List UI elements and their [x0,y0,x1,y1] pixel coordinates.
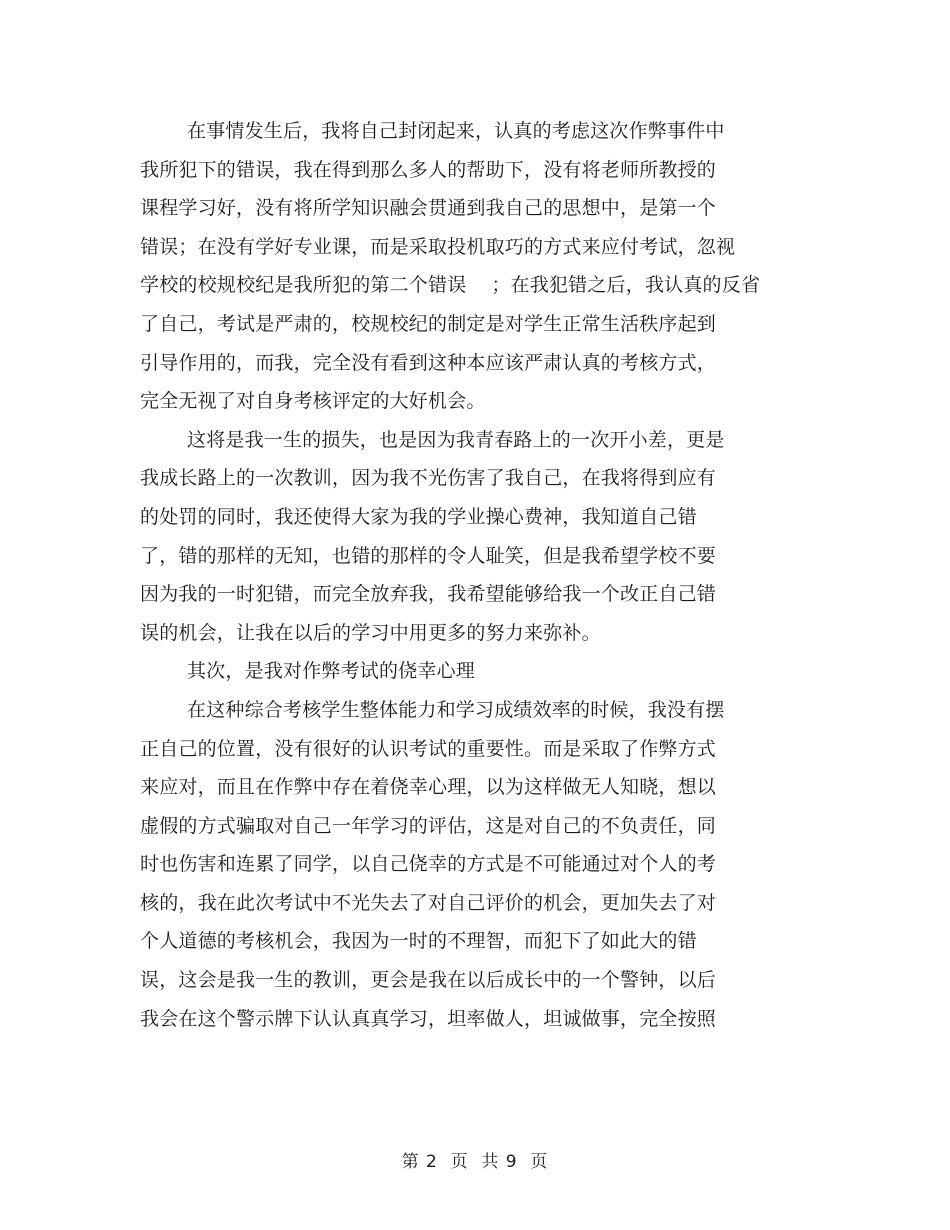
text-line: 这将是我一生的损失，也是因为我青春路上的一次开小差，更是 [187,428,725,451]
text-line: 引导作用的，而我，完全没有看到这种本应该严肃认真的考核方式， [140,351,717,374]
text-line: 误，这会是我一生的教训，更会是我在以后成长中的一个警钟，以后 [140,969,717,992]
text-line: 个人道德的考核机会，我因为一时的不理智，而犯下了如此大的错 [140,930,697,953]
text-line: 学校的校规校纪是我所犯的第二个错误 ；在我犯错之后，我认真的反省 [140,274,761,297]
text-line: 错误；在没有学好专业课，而是采取投机取巧的方式来应付考试，忽视 [140,235,736,258]
text-line: 时也伤害和连累了同学，以自己侥幸的方式是不可能通过对个人的考 [140,853,717,876]
text-line: 在事情发生后，我将自己封闭起来，认真的考虑这次作弊事件中 [187,120,725,142]
text-line: 了自己，考试是严肃的，校规校纪的制定是对学生正常生活秩序起到 [140,312,717,335]
text-line: 虚假的方式骗取对自己一年学习的评估，这是对自己的不负责任，同 [140,814,717,837]
text-line: 误的机会，让我在以后的学习中用更多的努力来弥补。 [140,621,601,644]
text-line: 正自己的位置，没有很好的认识考试的重要性。而是采取了作弊方式 [140,737,717,760]
text-line: 我成长路上的一次教训，因为我不光伤害了我自己，在我将得到应有 [140,467,717,490]
text-line: 完全无视了对自身考核评定的大好机会。 [140,390,486,413]
body-text [140,112,800,1038]
text-line: 因为我的一时犯错，而完全放弃我，我希望能够给我一个改正自己错 [140,583,717,606]
text-line: 了，错的那样的无知，也错的那样的令人耻笑，但是我希望学校不要 [140,544,717,567]
text-line: 我所犯下的错误，我在得到那么多人的帮助下，没有将老师所教授的 [140,158,717,181]
text-line: 课程学习好，没有将所学知识融会贯通到我自己的思想中，是第一个 [140,197,717,220]
text-line: 我会在这个警示牌下认认真真学习，坦率做人，坦诚做事，完全按照 [140,1007,717,1030]
text-line: 的处罚的同时，我还使得大家为我的学业操心费神，我知道自己错 [140,505,697,528]
section-heading: 其次，是我对作弊考试的侥幸心理 [187,660,476,683]
text-line: 在这种综合考核学生整体能力和学习成绩效率的时候，我没有摆 [187,698,725,721]
text-line: 核的，我在此次考试中不光失去了对自己评价的机会，更加失去了对 [140,891,717,914]
page-number-footer: 第 2 页 共 9 页 [401,1152,549,1172]
text-line: 来应对，而且在作弊中存在着侥幸心理，以为这样做无人知晓，想以 [140,776,717,799]
